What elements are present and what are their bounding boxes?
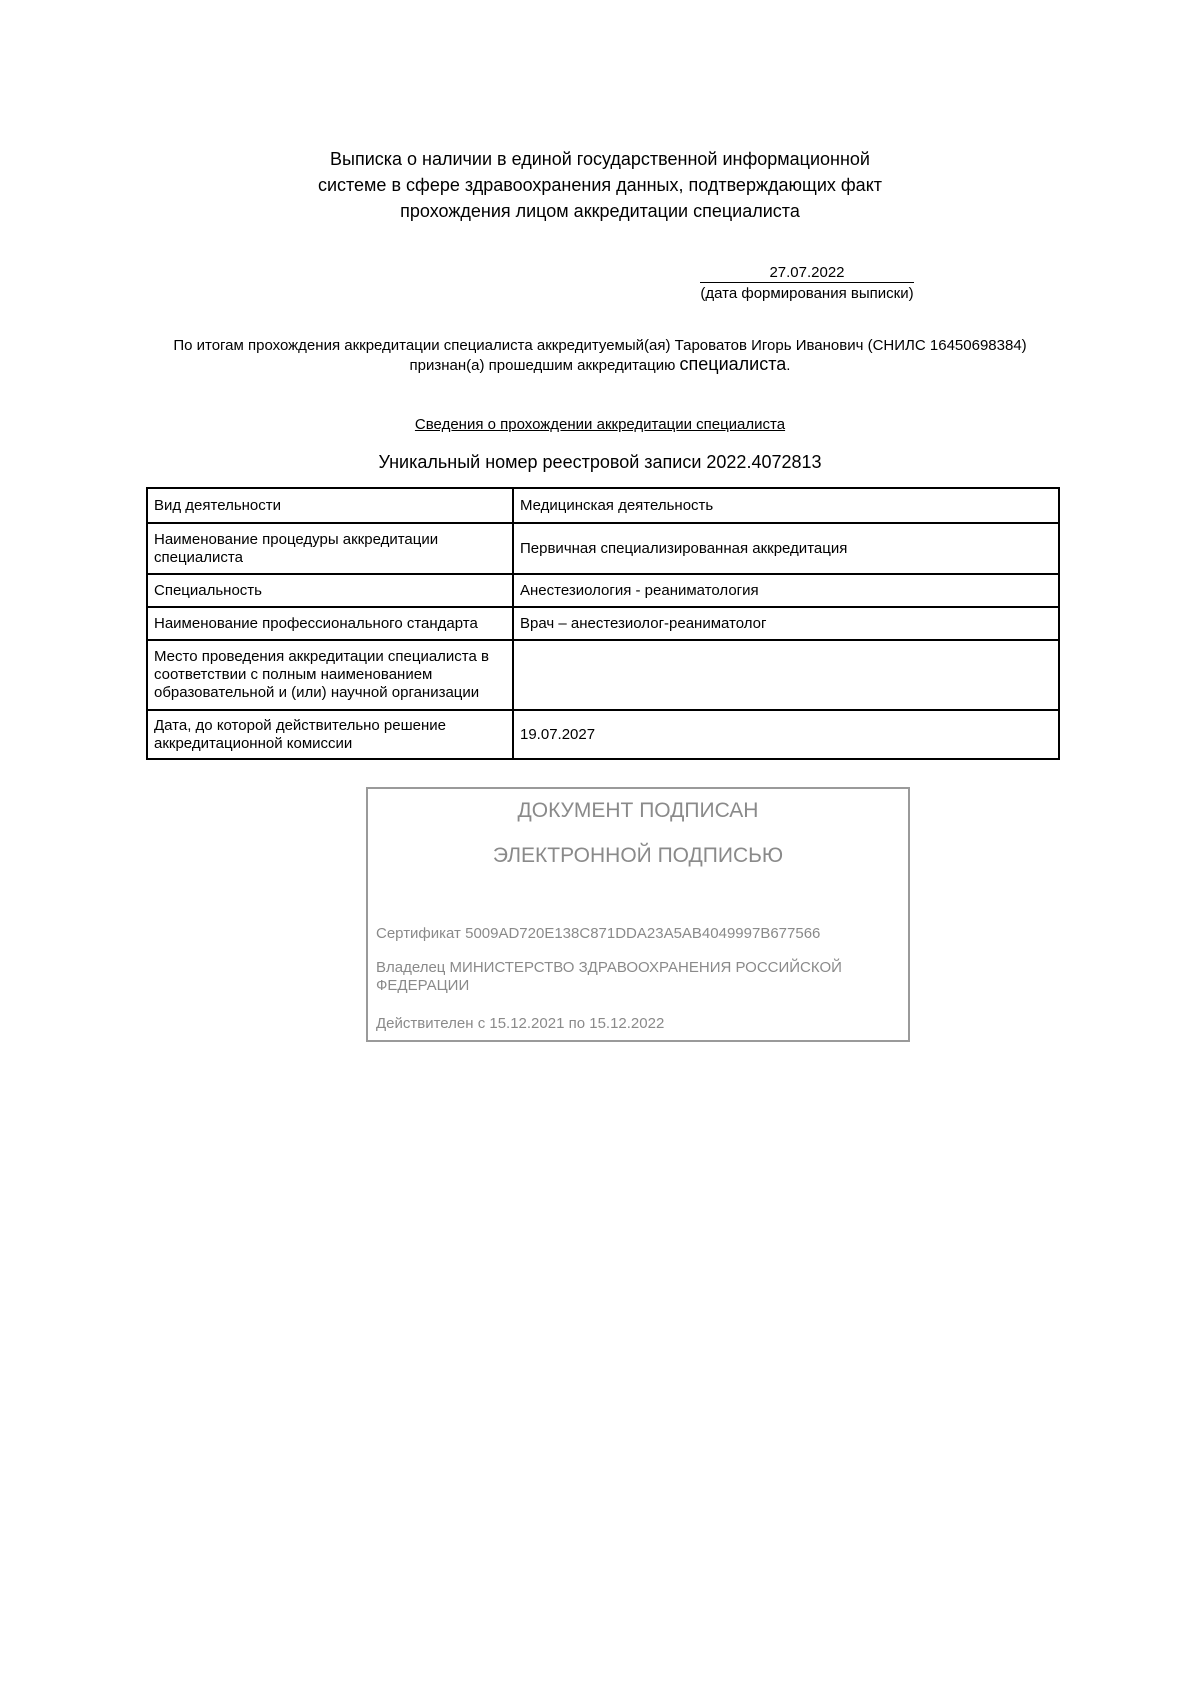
table-row [147, 710, 1059, 759]
row-label: Вид деятельности [147, 488, 513, 523]
table-row [147, 488, 1059, 523]
row-label: Место проведения аккредитации специалиста в соответствии с полным наименованием образовательной и (или) научной организации [147, 640, 513, 710]
document-title [180, 146, 1020, 224]
formation-date: 27.07.2022 [700, 264, 914, 283]
accreditation-info-table [146, 487, 1060, 760]
title-line-3: прохождения лицом аккредитации специалиста [400, 201, 800, 221]
formation-date-caption: (дата формирования выписки) [700, 285, 914, 302]
accreditation-statement [150, 337, 1050, 375]
row-value: Первичная специализированная аккредитация [513, 523, 1059, 574]
formation-date-block [692, 264, 922, 303]
statement-line-1: По итогам прохождения аккредитации специалиста аккредитуемый(ая) Тароватов Игорь Иванович (СНИЛС 16450698384) [173, 337, 1027, 354]
certificate-number: Сертификат 5009AD720E138C871DDA23A5AB4049997B677566 [376, 925, 821, 942]
statement-line-2-end: . [786, 357, 791, 374]
electronic-signature-stamp [366, 787, 910, 1042]
statement-specialist-word: специалиста [679, 354, 787, 374]
row-value: Анестезиология - реаниматология [513, 574, 1059, 607]
title-line-1: Выписка о наличии в единой государственной информационной [330, 149, 870, 169]
table-row [147, 523, 1059, 574]
certificate-validity: Действителен с 15.12.2021 по 15.12.2022 [376, 1015, 665, 1032]
statement-line-2 [150, 355, 1050, 375]
certificate-owner: Владелец МИНИСТЕРСТВО ЗДРАВООХРАНЕНИЯ РОССИЙСКОЙ ФЕДЕРАЦИИ [376, 959, 842, 994]
row-label: Наименование профессионального стандарта [147, 607, 513, 640]
section-title: Сведения о прохождении аккредитации специалиста [414, 416, 786, 433]
row-value: Врач – анестезиолог-реаниматолог [513, 607, 1059, 640]
registry-number: Уникальный номер реестровой записи 2022.4072813 [378, 452, 822, 472]
row-value [513, 640, 1059, 710]
row-label: Наименование процедуры аккредитации специалиста [147, 523, 513, 574]
statement-line-2-start: признан(а) прошедшим аккредитацию [409, 357, 676, 374]
row-value: Медицинская деятельность [513, 488, 1059, 523]
row-label: Специальность [147, 574, 513, 607]
title-line-2: системе в сфере здравоохранения данных, подтверждающих факт [317, 175, 883, 195]
stamp-heading-2: ЭЛЕКТРОННОЙ ПОДПИСЬЮ [492, 844, 784, 867]
table-row [147, 607, 1059, 640]
stamp-heading-1: ДОКУМЕНТ ПОДПИСАН [517, 799, 759, 822]
row-label: Дата, до которой действительно решение аккредитационной комиссии [147, 710, 513, 759]
table-row [147, 640, 1059, 710]
row-value: 19.07.2027 [513, 710, 1059, 759]
table-row [147, 574, 1059, 607]
